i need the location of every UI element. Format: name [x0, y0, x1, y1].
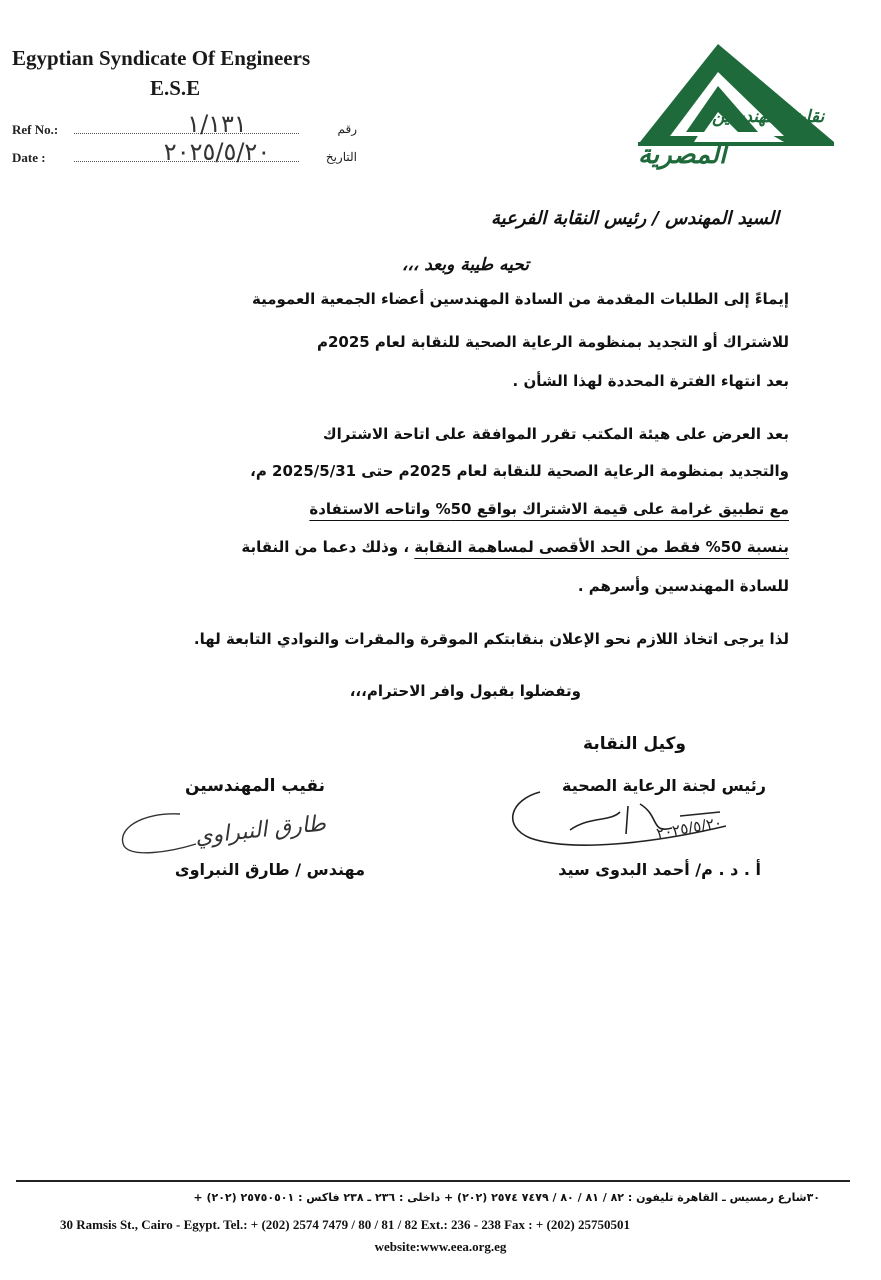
paragraph-2-line-4-underlined: بنسبة 50% فقط من الحد الأقصى لمساهمة النقابة: [414, 538, 789, 556]
logo-text-egyptian: المصرية: [638, 140, 727, 170]
ref-label-en: Ref No.:: [12, 122, 59, 137]
footer-website: website:www.eea.org.eg: [374, 1239, 507, 1254]
paragraph-1-line-2: للاشتراك أو التجديد بمنظومة الرعاية الصحية للنقابة لعام 2025م: [316, 333, 789, 351]
footer-divider: [16, 1180, 850, 1182]
paragraph-2-line-1: بعد العرض على هيئة المكتب تقرر الموافقة على اتاحة الاشتراك: [322, 425, 789, 443]
paragraph-2-line-2: والتجديد بمنظومة الرعاية الصحية للنقابة لعام 2025م حتى 2025/5/31 م،: [250, 462, 789, 480]
greeting: تحيه طيبة وبعد ،،،: [401, 255, 529, 275]
head-signature-handwriting: طارق النبراوي: [194, 811, 328, 850]
org-name-en: Egyptian Syndicate Of Engineers: [12, 46, 311, 70]
paragraph-1-line-1: إيماءً إلى الطلبات المقدمة من السادة المهندسين أعضاء الجمعية العمومية: [252, 290, 789, 308]
logo-text-syndicate: نقابة المهندسين: [712, 107, 825, 127]
date-label-ar: التاريخ: [325, 150, 357, 164]
org-abbreviation: E.S.E: [150, 76, 201, 100]
date-value: ٢٠٢٥/٥/٢٠: [163, 138, 271, 166]
date-row: [12, 138, 357, 168]
head-title: نقيب المهندسين: [184, 776, 325, 796]
date-label-en: Date :: [12, 150, 46, 165]
deputy-signature-date: ٢٠٢٥/٥/٢٠: [654, 813, 724, 843]
paragraph-1-line-3: بعد انتهاء الفترة المحددة لهذا الشأن .: [512, 372, 789, 390]
footer-address-en: 30 Ramsis St., Cairo - Egypt. Tel.: + (202) 2574 7479 / 80 / 81 / 82 Ext.: 236 - 238 Fax : + (202) 25750501: [60, 1217, 630, 1232]
paragraph-2-line-4: [241, 538, 789, 556]
paragraph-2-line-4-rest: ، وذلك دعما من النقابة: [241, 538, 410, 556]
ref-label-ar: رقم: [337, 122, 357, 136]
committee-title: رئيس لجنة الرعاية الصحية: [562, 776, 766, 795]
paragraph-3: لذا يرجى اتخاذ اللازم نحو الإعلان بنقابتكم الموقرة والمقرات والنوادي التابعة لها.: [193, 630, 789, 648]
deputy-name: أ . د . م/ أحمد البدوى سيد: [558, 860, 761, 879]
head-name: مهندس / طارق النبراوى: [174, 860, 365, 879]
paragraph-2-line-5: للسادة المهندسين وأسرهم .: [577, 577, 789, 595]
salutation: السيد المهندس / رئيس النقابة الفرعية: [491, 208, 779, 229]
closing-line: وتفضلوا بقبول وافر الاحترام،،،: [349, 682, 581, 700]
paragraph-2-line-3: مع تطبيق غرامة على قيمة الاشتراك بواقع 50% واتاحه الاستفادة: [309, 500, 789, 518]
ref-number-row: [12, 110, 357, 140]
footer-address-ar: ٣٠شارع رمسيس ـ القاهرة تليفون : ٨٢ / ٨١ / ٨٠ / ٧٤٧٩ ٢٥٧٤ (٢٠٢) + داخلى : ٢٣٦ ـ ٢٣٨ فاكس : ٢٥٧٥٠٥٠١ (٢٠٢) +: [193, 1191, 820, 1204]
deputy-title: وكيل النقابة: [583, 734, 686, 754]
ref-value: ١/١٣١: [187, 110, 247, 138]
